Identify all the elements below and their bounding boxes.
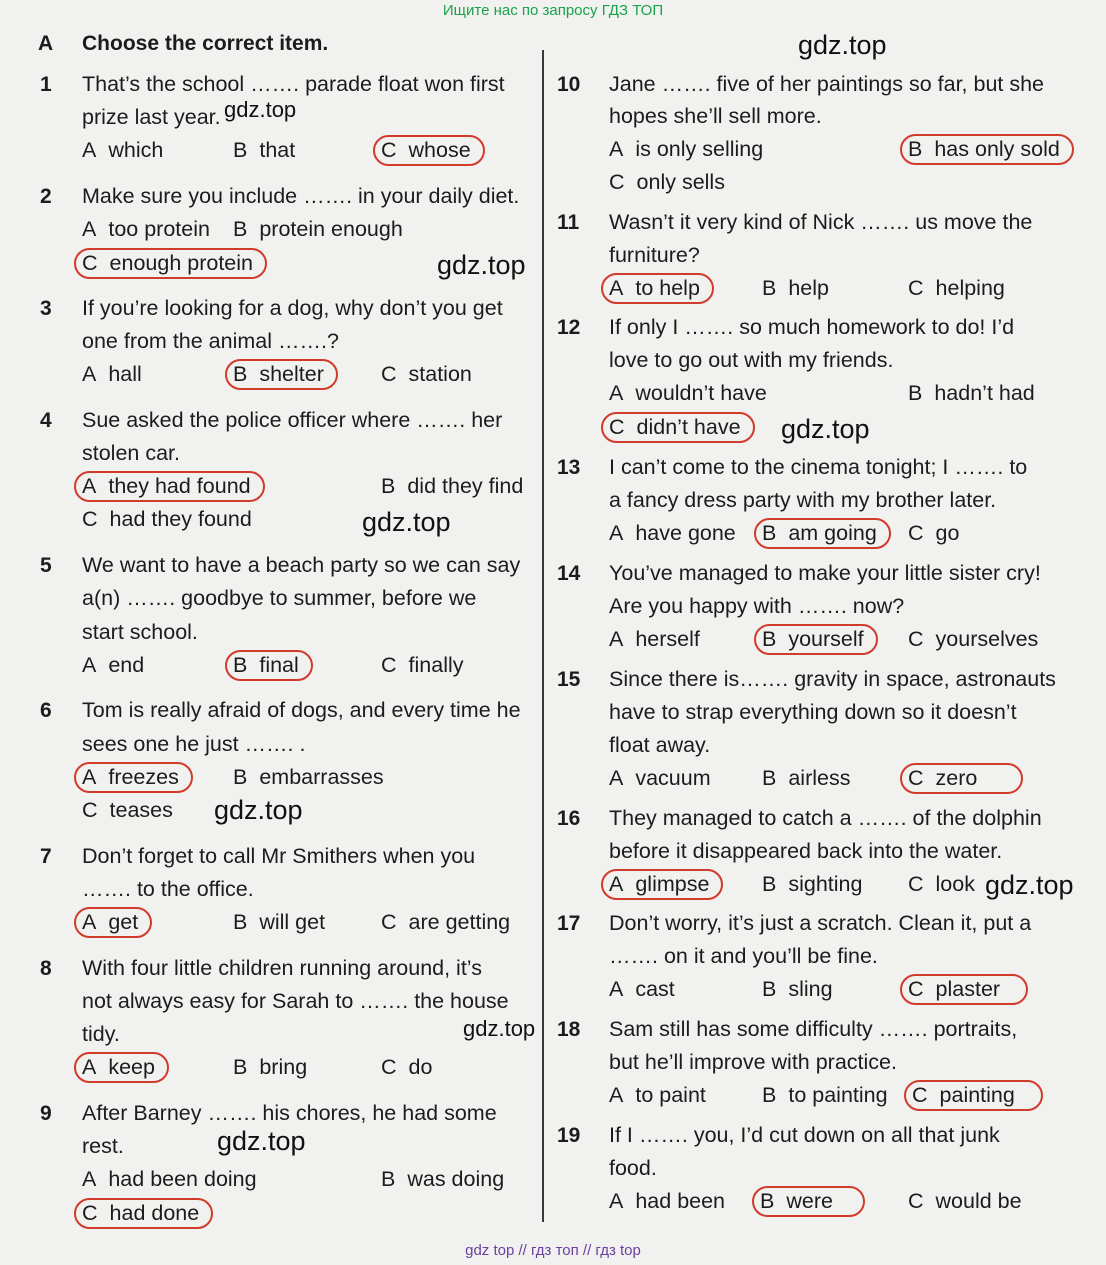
selected-answer <box>373 135 485 166</box>
watermark: gdz.top <box>798 30 887 60</box>
option-letter: A <box>609 766 624 790</box>
option-text: that <box>259 138 296 162</box>
option-b[interactable] <box>233 765 384 790</box>
option-letter: C <box>908 627 924 651</box>
option-text: was doing <box>407 1167 505 1191</box>
option-letter: B <box>762 1083 777 1107</box>
option-c[interactable] <box>381 910 510 935</box>
option-b[interactable] <box>908 381 1035 406</box>
option-b[interactable] <box>233 138 295 163</box>
question-text: Wasn’t it very kind of Nick ……. us move the <box>609 210 1033 234</box>
option-text: only sells <box>636 170 725 194</box>
option-letter: B <box>762 977 777 1001</box>
option-letter: A <box>609 1083 624 1107</box>
selected-answer <box>601 869 723 900</box>
selected-answer <box>601 412 755 443</box>
question-text: have to strap everything down so it doesn’t <box>609 700 1017 724</box>
option-letter: B <box>762 627 777 651</box>
option-b[interactable] <box>233 910 325 935</box>
question-text: ……. to the office. <box>82 877 254 901</box>
option-letter: C <box>908 521 924 545</box>
option-text: do <box>408 1055 433 1079</box>
option-a[interactable] <box>82 653 144 678</box>
question-text: love to go out with my friends. <box>609 348 894 372</box>
option-text: end <box>108 653 145 677</box>
top-banner: Ищите нас по запросу ГДЗ ТОП <box>442 2 664 19</box>
option-letter: A <box>609 521 624 545</box>
option-a[interactable] <box>82 362 142 387</box>
option-letter: C <box>908 276 924 300</box>
option-letter: A <box>82 653 97 677</box>
option-text: to help <box>635 276 700 300</box>
question-text: one from the animal …….? <box>82 329 339 353</box>
question-text: They managed to catch a ……. of the dolphin <box>609 806 1042 830</box>
option-text: hall <box>108 362 142 386</box>
option-text: enough protein <box>109 251 253 275</box>
option-b[interactable] <box>762 766 850 791</box>
option-text: airless <box>788 766 851 790</box>
option-letter: A <box>82 138 97 162</box>
watermark: gdz.top <box>985 870 1074 900</box>
option-c[interactable] <box>82 798 173 823</box>
option-letter: B <box>762 766 777 790</box>
option-b[interactable] <box>233 362 338 387</box>
option-letter: C <box>609 170 625 194</box>
option-b[interactable] <box>762 977 833 1002</box>
option-c[interactable] <box>82 507 252 532</box>
option-text: keep <box>108 1055 155 1079</box>
option-letter: B <box>908 137 923 161</box>
selected-answer <box>754 624 878 655</box>
watermark: gdz.top <box>362 507 451 537</box>
question-text: ……. on it and you’ll be fine. <box>609 944 878 968</box>
option-text: freezes <box>108 765 179 789</box>
option-text: get <box>108 910 139 934</box>
question-number: 5 <box>40 554 52 577</box>
selected-answer <box>225 650 313 681</box>
option-letter: B <box>760 1189 775 1213</box>
question-text: After Barney ……. his chores, he had some <box>82 1101 497 1125</box>
question-text: Sam still has some difficulty ……. portraits, <box>609 1017 1018 1041</box>
option-b[interactable] <box>381 1167 504 1192</box>
option-b[interactable] <box>381 474 523 499</box>
option-text: look <box>935 872 975 896</box>
question-text: float away. <box>609 733 711 757</box>
watermark: gdz.top <box>214 795 303 825</box>
question-text: tidy. <box>82 1022 120 1046</box>
option-b[interactable] <box>762 872 862 897</box>
option-text: yourself <box>788 627 864 651</box>
question-number: 2 <box>40 185 52 208</box>
option-letter: B <box>381 474 396 498</box>
option-text: would be <box>935 1189 1022 1213</box>
option-c[interactable] <box>908 766 1023 791</box>
option-text: are getting <box>408 910 511 934</box>
option-a[interactable] <box>609 1083 706 1108</box>
option-c[interactable] <box>908 977 1028 1002</box>
option-text: zero <box>935 766 978 790</box>
option-a[interactable] <box>82 1167 257 1192</box>
option-text: herself <box>635 627 700 651</box>
option-letter: C <box>912 1083 928 1107</box>
question-text: With four little children running around, it’s <box>82 956 482 980</box>
question-number: 11 <box>557 211 580 234</box>
option-letter: B <box>762 872 777 896</box>
option-c[interactable] <box>609 415 755 440</box>
option-text: plaster <box>935 977 1001 1001</box>
option-letter: A <box>82 217 97 241</box>
option-letter: C <box>82 1201 98 1225</box>
option-c[interactable] <box>381 362 472 387</box>
option-c[interactable] <box>908 521 959 546</box>
question-number: 8 <box>40 957 52 980</box>
option-a[interactable] <box>609 276 714 301</box>
question-text: Make sure you include ……. in your daily diet. <box>82 184 520 208</box>
question-text: I can’t come to the cinema tonight; I ……. to <box>609 455 1028 479</box>
option-text: have gone <box>635 521 736 545</box>
question-text: Sue asked the police officer where ……. her <box>82 408 503 432</box>
option-text: finally <box>408 653 464 677</box>
option-letter: B <box>381 1167 396 1191</box>
option-a[interactable] <box>609 137 763 162</box>
option-text: to paint <box>635 1083 706 1107</box>
selected-answer <box>904 1080 1043 1111</box>
option-text: sighting <box>788 872 863 896</box>
option-text: teases <box>109 798 173 822</box>
question-text: start school. <box>82 620 198 644</box>
option-letter: A <box>82 474 97 498</box>
question-text: If you’re looking for a dog, why don’t you get <box>82 296 503 320</box>
option-c[interactable] <box>908 1189 1022 1214</box>
option-letter: A <box>82 765 97 789</box>
question-text: a(n) ……. goodbye to summer, before we <box>82 586 477 610</box>
option-letter: A <box>82 1055 97 1079</box>
option-letter: A <box>609 137 624 161</box>
watermark: gdz.top <box>224 97 297 122</box>
question-number: 17 <box>557 912 581 935</box>
option-b[interactable] <box>762 627 878 652</box>
option-letter: C <box>82 251 98 275</box>
watermark: gdz.top <box>781 414 870 444</box>
option-text: am going <box>788 521 877 545</box>
selected-answer <box>752 1186 865 1217</box>
option-a[interactable] <box>82 474 265 499</box>
selected-answer <box>74 1052 169 1083</box>
option-text: go <box>935 521 960 545</box>
question-text: sees one he just ……. . <box>82 732 306 756</box>
question-number: 16 <box>557 807 581 830</box>
question-text: hopes she’ll sell more. <box>609 104 822 128</box>
option-c[interactable] <box>912 1083 1043 1108</box>
option-c[interactable] <box>609 170 725 195</box>
watermark: gdz.top <box>217 1126 306 1156</box>
question-text: Don’t worry, it’s just a scratch. Clean it, put a <box>609 911 1032 935</box>
option-b[interactable] <box>233 217 403 242</box>
watermark: gdz.top <box>463 1016 536 1041</box>
option-b[interactable] <box>762 276 829 301</box>
option-letter: C <box>82 798 98 822</box>
selected-answer <box>74 762 193 793</box>
option-letter: A <box>609 627 624 651</box>
option-text: is only selling <box>635 137 764 161</box>
option-text: cast <box>635 977 675 1001</box>
option-text: station <box>408 362 472 386</box>
option-a[interactable] <box>609 766 711 791</box>
option-text: yourselves <box>935 627 1039 651</box>
option-text: shelter <box>259 362 324 386</box>
selected-answer <box>601 273 714 304</box>
option-a[interactable] <box>82 138 163 163</box>
option-b[interactable] <box>233 653 313 678</box>
option-text: painting <box>939 1083 1015 1107</box>
selected-answer <box>225 359 338 390</box>
option-c[interactable] <box>82 251 267 276</box>
option-text: to painting <box>788 1083 888 1107</box>
option-c[interactable] <box>908 872 975 897</box>
question-number: 3 <box>40 297 52 320</box>
option-letter: B <box>233 653 248 677</box>
option-letter: B <box>233 1055 248 1079</box>
question-number: 9 <box>40 1102 52 1125</box>
option-letter: A <box>609 977 624 1001</box>
option-letter: C <box>908 872 924 896</box>
option-b[interactable] <box>762 1083 888 1108</box>
question-text: Are you happy with ……. now? <box>609 594 905 618</box>
option-letter: C <box>82 507 98 531</box>
question-text: stolen car. <box>82 441 180 465</box>
question-text: rest. <box>82 1134 124 1158</box>
question-text: before it disappeared back into the water. <box>609 839 1003 863</box>
question-text: but he’ll improve with practice. <box>609 1050 897 1074</box>
column-divider <box>542 50 544 1222</box>
option-text: sling <box>788 977 833 1001</box>
option-c[interactable] <box>381 1055 432 1080</box>
option-a[interactable] <box>82 217 210 242</box>
option-text: had been <box>635 1189 726 1213</box>
option-text: they had found <box>108 474 251 498</box>
question-text: Don’t forget to call Mr Smithers when you <box>82 844 476 868</box>
option-text: will get <box>259 910 326 934</box>
question-number: 15 <box>557 668 581 691</box>
option-c[interactable] <box>82 1201 213 1226</box>
option-text: bring <box>259 1055 308 1079</box>
option-letter: A <box>609 872 624 896</box>
option-a[interactable] <box>82 1055 169 1080</box>
selected-answer <box>900 763 1023 794</box>
option-text: helping <box>935 276 1005 300</box>
question-text: Since there is……. gravity in space, astronauts <box>609 667 1056 691</box>
option-text: had done <box>109 1201 200 1225</box>
option-letter: B <box>762 521 777 545</box>
option-a[interactable] <box>609 977 675 1002</box>
question-number: 4 <box>40 409 52 432</box>
question-number: 12 <box>557 316 581 339</box>
question-text: a fancy dress party with my brother later. <box>609 488 997 512</box>
option-letter: C <box>381 910 397 934</box>
selected-answer <box>900 134 1074 165</box>
option-letter: B <box>233 138 248 162</box>
option-c[interactable] <box>908 627 1038 652</box>
option-letter: C <box>908 766 924 790</box>
option-letter: A <box>609 381 624 405</box>
question-text: Tom is really afraid of dogs, and every time he <box>82 698 521 722</box>
option-a[interactable] <box>609 627 700 652</box>
option-letter: C <box>609 415 625 439</box>
option-text: hadn’t had <box>934 381 1035 405</box>
option-letter: B <box>762 276 777 300</box>
option-a[interactable] <box>609 872 723 897</box>
option-b[interactable] <box>762 521 891 546</box>
option-letter: C <box>908 1189 924 1213</box>
option-letter: A <box>609 276 624 300</box>
option-text: glimpse <box>635 872 710 896</box>
option-b[interactable] <box>233 1055 307 1080</box>
option-a[interactable] <box>609 1189 725 1214</box>
option-b[interactable] <box>760 1189 865 1214</box>
selected-answer <box>74 471 265 502</box>
option-a[interactable] <box>609 521 736 546</box>
option-text: had been doing <box>108 1167 257 1191</box>
question-number: 19 <box>557 1124 581 1147</box>
option-text: which <box>108 138 164 162</box>
option-text: didn’t have <box>636 415 741 439</box>
option-letter: C <box>381 138 397 162</box>
section-title: Choose the correct item. <box>82 32 329 55</box>
question-number: 13 <box>557 456 581 479</box>
option-letter: A <box>82 1167 97 1191</box>
option-c[interactable] <box>908 276 1005 301</box>
option-a[interactable] <box>82 765 193 790</box>
option-letter: C <box>381 1055 397 1079</box>
option-letter: A <box>82 362 97 386</box>
question-text: If only I ……. so much homework to do! I’d <box>609 315 1015 339</box>
option-letter: B <box>233 362 248 386</box>
question-number: 14 <box>557 562 581 585</box>
option-text: too protein <box>108 217 210 241</box>
question-text: food. <box>609 1156 657 1180</box>
selected-answer <box>74 1198 213 1229</box>
question-text: furniture? <box>609 243 700 267</box>
question-text: We want to have a beach party so we can say <box>82 553 521 577</box>
selected-answer <box>74 907 152 938</box>
option-b[interactable] <box>908 137 1074 162</box>
question-number: 6 <box>40 699 52 722</box>
option-text: vacuum <box>635 766 711 790</box>
option-letter: A <box>609 1189 624 1213</box>
option-letter: C <box>381 362 397 386</box>
question-number: 18 <box>557 1018 581 1041</box>
selected-answer <box>754 518 891 549</box>
option-c[interactable] <box>381 653 464 678</box>
option-letter: B <box>233 217 248 241</box>
option-letter: C <box>381 653 397 677</box>
question-number: 10 <box>557 73 581 96</box>
watermark: gdz.top <box>437 250 526 280</box>
option-letter: A <box>82 910 97 934</box>
option-text: final <box>259 653 299 677</box>
option-text: whose <box>408 138 471 162</box>
selected-answer <box>74 248 267 279</box>
option-text: protein enough <box>259 217 403 241</box>
option-letter: B <box>233 910 248 934</box>
option-a[interactable] <box>82 910 152 935</box>
question-text: You’ve managed to make your little sister cry! <box>609 561 1041 585</box>
question-text: That’s the school ……. parade float won first <box>82 72 505 96</box>
option-letter: B <box>908 381 923 405</box>
option-text: help <box>788 276 829 300</box>
question-text: Jane ……. five of her paintings so far, but she <box>609 72 1045 96</box>
option-a[interactable] <box>609 381 767 406</box>
question-text: If I ……. you, I’d cut down on all that junk <box>609 1123 1000 1147</box>
selected-answer <box>900 974 1028 1005</box>
option-text: had they found <box>109 507 252 531</box>
question-text: prize last year. <box>82 105 221 129</box>
option-letter: C <box>908 977 924 1001</box>
option-text: has only sold <box>934 137 1060 161</box>
option-c[interactable] <box>381 138 485 163</box>
section-letter: A <box>38 32 54 55</box>
question-number: 7 <box>40 845 52 868</box>
option-text: wouldn’t have <box>635 381 767 405</box>
option-text: were <box>786 1189 833 1213</box>
bottom-banner: gdz top // гдз топ // гдз top <box>465 1242 641 1259</box>
option-letter: B <box>233 765 248 789</box>
option-text: did they find <box>407 474 524 498</box>
question-number: 1 <box>40 73 52 96</box>
option-text: embarrasses <box>259 765 384 789</box>
question-text: not always easy for Sarah to ……. the house <box>82 989 509 1013</box>
